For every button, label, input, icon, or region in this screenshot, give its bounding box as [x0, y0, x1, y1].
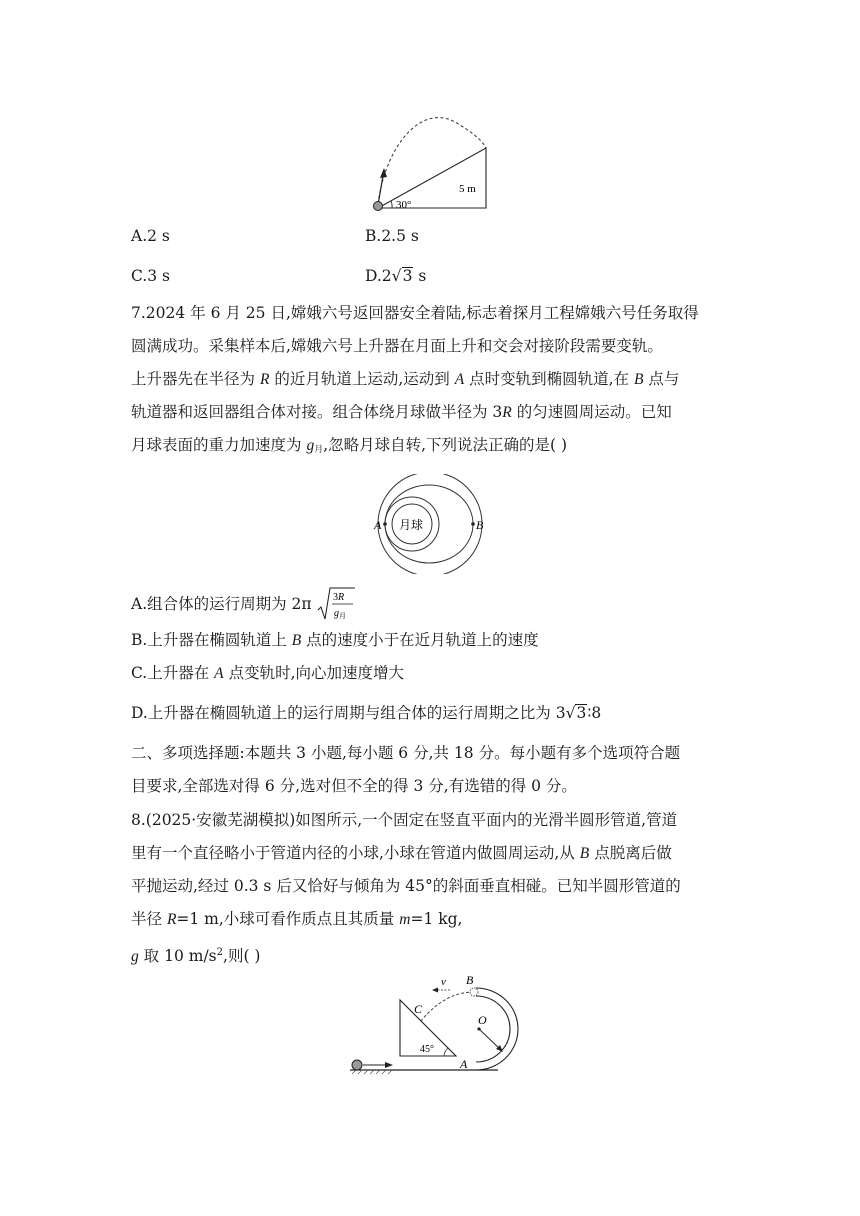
point-a-dot [383, 522, 387, 526]
q8-line-3: 平抛运动,经过 0.3 s 后又恰好与倾角为 45°的斜面垂直相碰。已知半圆形管道的 [131, 877, 681, 895]
label-c: C [414, 1002, 423, 1016]
q6-option-c: C.3 s [131, 267, 170, 285]
label-b: B [466, 973, 474, 987]
angle-label: 30° [396, 199, 412, 211]
fraction-denominator: $g_月$ [333, 608, 346, 620]
q7-option-c: C.上升器在 A 点变轨时,向心加速度增大 [131, 664, 404, 682]
q8-line-5: g 取 10 $m/s^2$,则( ) [131, 947, 261, 965]
q7-line-1: 7.2024 年 6 月 25 日,嫦娥六号返回器安全着陆,标志着探月工程嫦娥六号任务取得 [131, 304, 699, 322]
sqrt-fraction [317, 586, 357, 622]
height-label: 5 m [459, 183, 476, 195]
point-a-label: A [374, 518, 382, 532]
label-o: O [478, 1013, 487, 1027]
ball-velocity-arrowhead [385, 1062, 393, 1068]
angle-arc [391, 201, 392, 208]
half-pipe-figure [338, 972, 528, 1082]
flight-path [420, 992, 474, 1022]
q6-option-b: B.2.5 s [365, 227, 419, 245]
radius-line [479, 1029, 501, 1050]
q7-option-b: B.上升器在椭圆轨道上 B 点的速度小于在近月轨道上的速度 [131, 631, 539, 649]
section2-line-1: 二、多项选择题:本题共 3 小题,每小题 6 分,共 18 分。每小题有多个选项符合题 [131, 744, 681, 762]
point-b-dot [471, 522, 475, 526]
q7-option-d: D.上升器在椭圆轨道上的运行周期与组合体的运行周期之比为 3√3∶8 [131, 704, 602, 722]
projectile-incline-figure [360, 108, 500, 214]
q6-option-a: A.2 s [131, 227, 170, 245]
ball [374, 202, 383, 211]
q6-option-d: D.2√3 s [365, 267, 427, 285]
q7-line-5: 月球表面的重力加速度为 $g_月$,忽略月球自转,下列说法正确的是( ) [131, 436, 568, 455]
label-a: A [460, 1057, 468, 1071]
q8-line-4: 半径 R=1 m,小球可看作质点且其质量 m=1 kg, [131, 910, 463, 928]
v-arrowhead [432, 988, 438, 993]
outer-orbit [378, 474, 482, 574]
orbit-figure [370, 474, 490, 574]
q8-line-2: 里有一个直径略小于管道内径的小球,小球在管道内做圆周运动,从 B 点脱离后做 [131, 844, 672, 862]
ball-at-b [470, 988, 478, 996]
fraction-numerator: 3R [332, 592, 344, 603]
q7-line-4: 轨道器和返回器组合体对接。组合体绕月球做半径为 3R 的匀速圆周运动。已知 [131, 403, 672, 421]
ball-on-ground [352, 1060, 362, 1070]
label-v: v [441, 976, 446, 988]
angle-label-45: 45° [420, 1044, 434, 1055]
q7-line-3: 上升器先在半径为 R 的近月轨道上运动,运动到 A 点时变轨到椭圆轨道,在 B 点与 [131, 370, 680, 388]
point-b-label: B [476, 518, 484, 532]
tube-inner [476, 996, 510, 1062]
section2-line-2: 目要求,全部选对得 6 分,选对但不全的得 3 分,有选错的得 0 分。 [131, 777, 577, 795]
angle-arc-45 [444, 1048, 448, 1056]
tube-outer [476, 988, 518, 1070]
q8-line-1: 8.(2025·安徽芜湖模拟)如图所示,一个固定在竖直平面内的光滑半圆形管道,管道 [131, 811, 678, 829]
incline-triangle [378, 148, 486, 208]
q7-option-a: A.组合体的运行周期为 2π 3R $g_月$ [131, 586, 357, 622]
q7-line-2: 圆满成功。采集样本后,嫦娥六号上升器在月面上升和交会对接阶段需要变轨。 [131, 337, 663, 355]
moon-label: 月球 [399, 518, 424, 532]
